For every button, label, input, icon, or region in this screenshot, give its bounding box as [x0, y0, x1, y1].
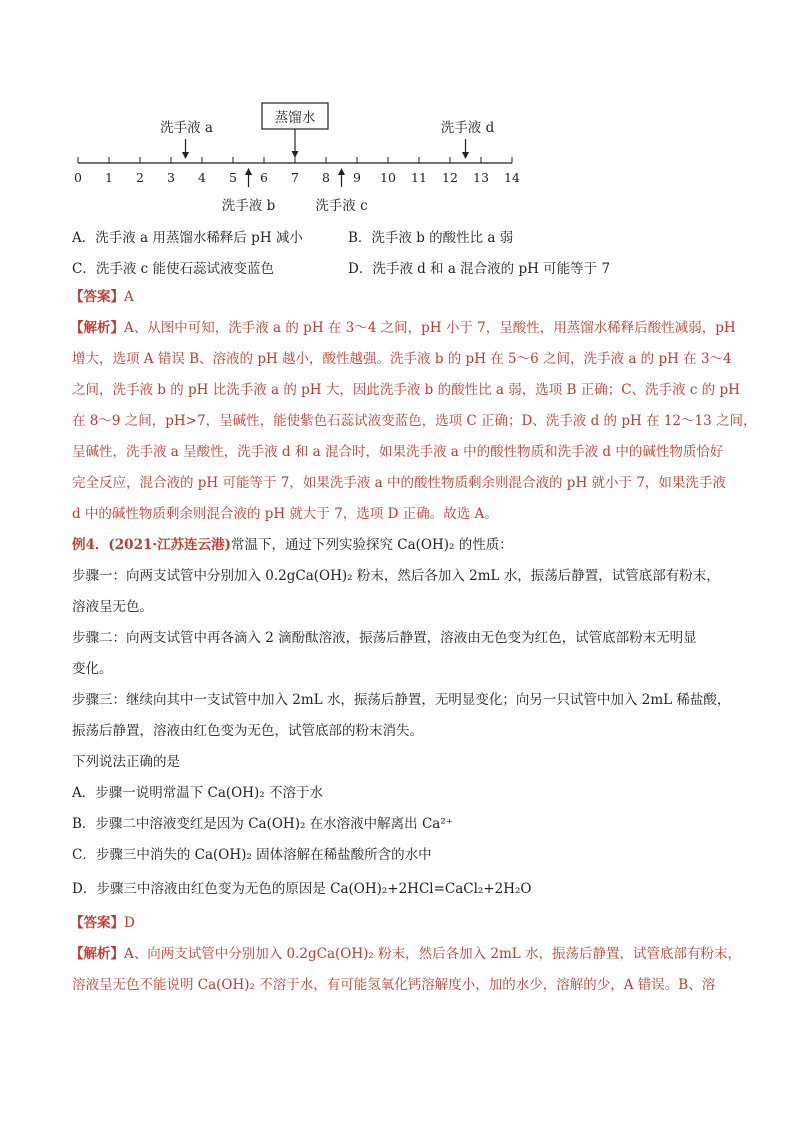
q3-option-a: A．洗手液 a 用蒸馏水稀释后 pH 减小 [72, 230, 303, 246]
q4-analysis-text: A、向两支试管中分别加入 0.2gCa(OH)₂ 粉末，然后各加入 2mL 水，振荡后静置，试管底部有粉末， [124, 946, 742, 962]
ph-tick-label-6: 6 [260, 170, 268, 185]
q3-answer-tag: 【答案】 [70, 289, 124, 305]
q3-option-c: C．洗手液 c 能使石蕊试液变蓝色 [72, 261, 274, 277]
label-handwash-a: 洗手液 a [160, 120, 213, 136]
q3-analysis-line-5: 呈碱性，洗手液 a 呈酸性，洗手液 d 和 a 混合时，如果洗手液 a 中的酸性物质和洗手液 d 中的碱性物质恰好 [72, 444, 724, 460]
label-handwash-d: 洗手液 d [440, 120, 495, 136]
ph-tick-label-7: 7 [291, 170, 299, 185]
q4-step-line-5: 步骤三：继续向其中一支试管中加入 2mL 水，振荡后静置，无明显变化；向另一只试管中加入 2mL 稀盐酸， [72, 692, 731, 708]
arrow-handwash-c-head [338, 168, 345, 175]
q3-option-d: D．洗手液 d 和 a 混合液的 pH 可能等于 7 [348, 261, 611, 277]
ph-tick-label-4: 4 [198, 170, 206, 185]
label-distilled-water: 蒸馏水 [274, 110, 316, 126]
q3-analysis-line-4: 在 8～9 之间，pH>7，呈碱性，能使紫色石蕊试液变蓝色，选项 C 正确；D、洗手液 d 的 pH 在 12～13 之间， [72, 413, 757, 429]
ph-scale-diagram [0, 95, 794, 225]
q3-analysis-text: A、从图中可知，洗手液 a 的 pH 在 3～4 之间，pH 小于 7，呈酸性，用蒸馏水稀释后酸性减弱，pH [124, 320, 736, 336]
ph-tick-label-8: 8 [322, 170, 330, 185]
ph-tick-label-14: 14 [504, 170, 520, 185]
q3-answer [70, 287, 134, 307]
q4-analysis-line-1 [70, 944, 741, 964]
q4-step-line-1: 步骤一：向两支试管中分别加入 0.2gCa(OH)₂ 粉末，然后各加入 2mL 水，振荡后静置，试管底部有粉末， [72, 568, 720, 584]
q4-step-line-4: 变化。 [72, 661, 113, 677]
ph-tick-label-3: 3 [167, 170, 175, 185]
q4-option-d: D．步骤三中溶液由红色变为无色的原因是 Ca(OH)₂+2HCl=CaCl₂+2H₂O [72, 881, 532, 897]
ph-tick-label-12: 12 [442, 170, 458, 185]
q4-label: 例4． [72, 537, 109, 553]
ph-tick-label-5: 5 [229, 170, 237, 185]
q4-step-line-3: 步骤二：向两支试管中再各滴入 2 滴酚酞溶液，振荡后静置，溶液由无色变为红色，试管底部粉末无明显 [72, 630, 697, 646]
q4-prompt: 下列说法正确的是 [72, 754, 180, 770]
q4-answer-value: D [124, 915, 135, 931]
q4-option-a: A．步骤一说明常温下 Ca(OH)₂ 不溶于水 [72, 785, 323, 801]
arrow-handwash-a-head [182, 152, 189, 159]
q4-answer-tag: 【答案】 [70, 915, 124, 931]
q4-step-line-2: 溶液呈无色。 [72, 599, 153, 615]
ph-tick-label-2: 2 [136, 170, 144, 185]
ph-tick-label-10: 10 [380, 170, 396, 185]
label-handwash-b: 洗手液 b [221, 198, 276, 214]
q3-analysis-tag: 【解析】 [70, 320, 124, 336]
q4-analysis-line-2: 溶液呈无色不能说明 Ca(OH)₂ 不溶于水，有可能氢氧化钙溶解度小，加的水少，溶解的少，A 错误。B、溶 [72, 977, 716, 993]
ph-tick-label-9: 9 [353, 170, 361, 185]
q4-option-b: B．步骤二中溶液变红是因为 Ca(OH)₂ 在水溶液中解离出 Ca²⁺ [72, 816, 453, 832]
q4-option-c: C．步骤三中消失的 Ca(OH)₂ 固体溶解在稀盐酸所含的水中 [72, 847, 432, 863]
q4-step-line-6: 振荡后静置，溶液由红色变为无色，试管底部的粉末消失。 [72, 723, 423, 739]
q4-intro: 常温下，通过下列实验探究 Ca(OH)₂ 的性质： [230, 537, 513, 553]
arrow-handwash-d-head [462, 152, 469, 159]
q4-source: (2021·江苏连云港) [108, 537, 231, 553]
q3-analysis-line-7: d 中的碱性物质剩余则混合液的 pH 就大于 7，选项 D 正确。故选 A。 [72, 506, 498, 522]
ph-tick-label-13: 13 [473, 170, 489, 185]
q4-header [72, 535, 513, 555]
q3-analysis-line-1 [70, 318, 736, 338]
ph-tick-label-11: 11 [411, 170, 427, 185]
q3-answer-value: A [124, 289, 134, 305]
q3-analysis-line-6: 完全反应，混合液的 pH 可能等于 7，如果洗手液 a 中的酸性物质剩余则混合液的 pH 就小于 7，如果洗手液 [72, 475, 726, 491]
label-handwash-c: 洗手液 c [315, 198, 368, 214]
q3-option-b: B．洗手液 b 的酸性比 a 弱 [348, 230, 514, 246]
arrow-handwash-b-head [245, 168, 252, 175]
arrow-distilled-water-head [292, 151, 299, 158]
q4-answer [70, 913, 135, 933]
ph-tick-label-0: 0 [74, 170, 82, 185]
q4-analysis-tag: 【解析】 [70, 946, 124, 962]
ph-tick-label-1: 1 [105, 170, 113, 185]
q3-analysis-line-3: 之间，洗手液 b 的 pH 比洗手液 a 的 pH 大，因此洗手液 b 的酸性比 a 弱，选项 B 正确；C、洗手液 c 的 pH [72, 382, 740, 398]
q3-analysis-line-2: 增大，选项 A 错误 B、溶液的 pH 越小，酸性越强。洗手液 b 的 pH 在 5～6 之间，洗手液 a 的 pH 在 3～4 [72, 351, 732, 367]
